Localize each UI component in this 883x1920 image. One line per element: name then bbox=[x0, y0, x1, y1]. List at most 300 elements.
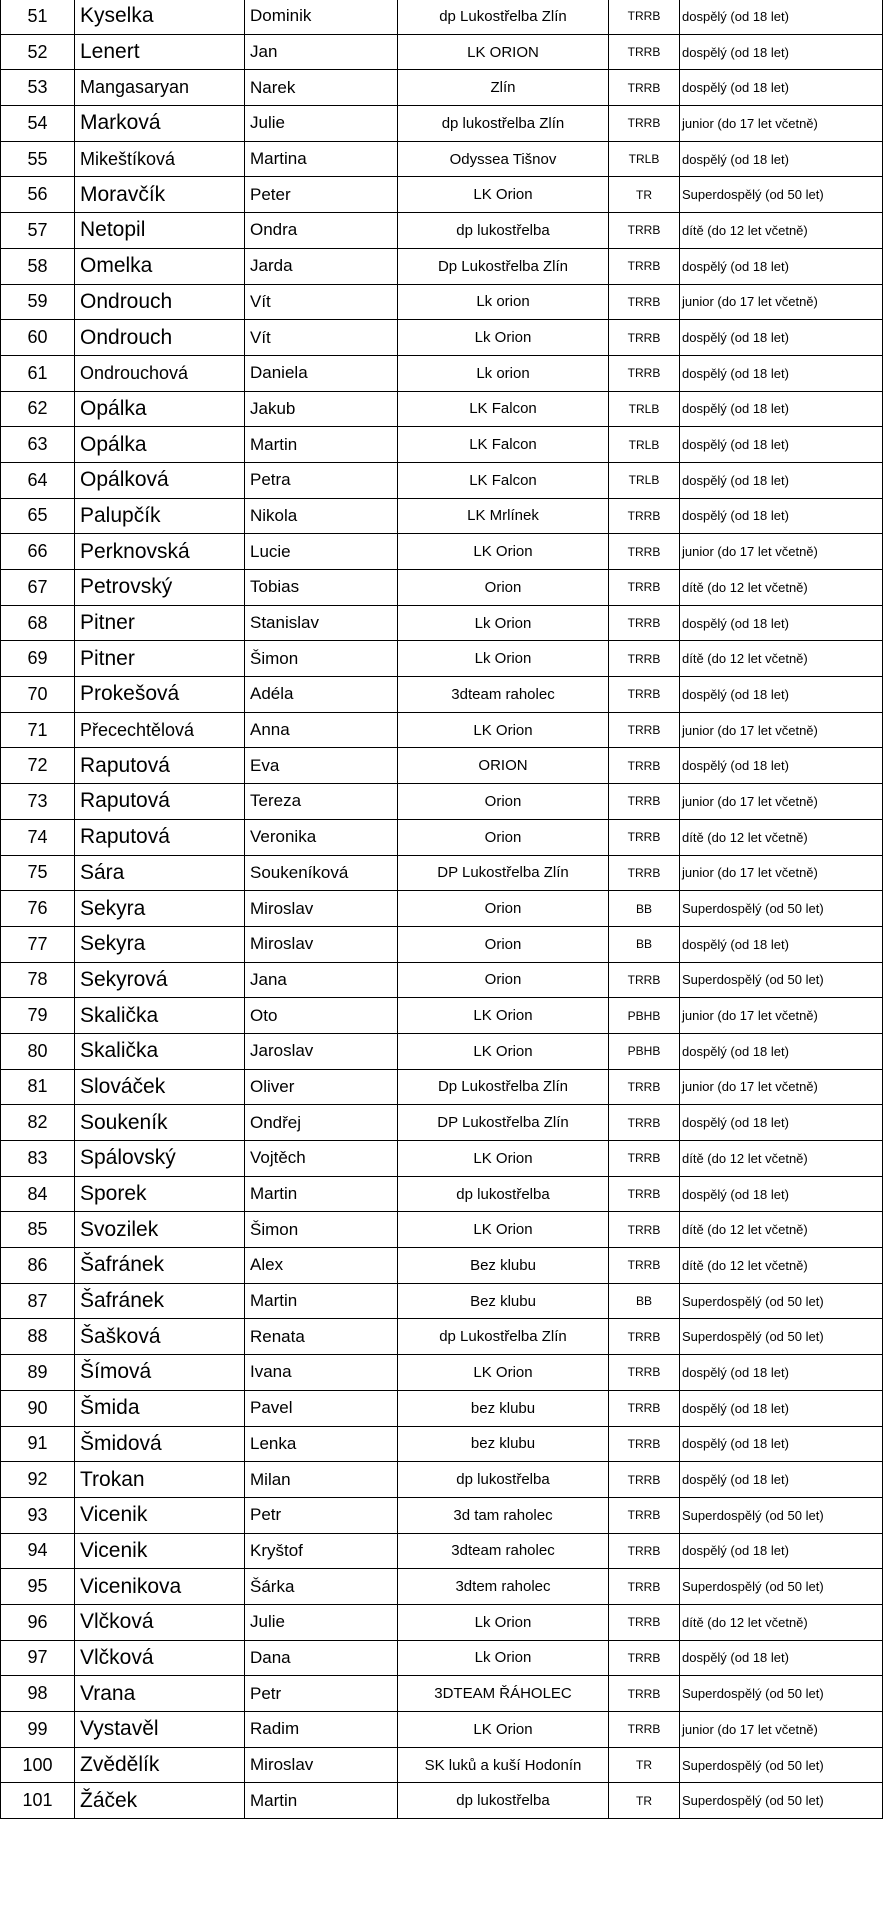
bow-class-cell: TRRB bbox=[609, 1640, 680, 1676]
bow-class-cell: TRRB bbox=[609, 962, 680, 998]
row-number: 84 bbox=[1, 1176, 75, 1212]
surname-cell: Vlčková bbox=[75, 1604, 245, 1640]
table-row bbox=[1, 141, 883, 177]
table-row bbox=[1, 1640, 883, 1676]
row-number: 97 bbox=[1, 1640, 75, 1676]
row-number: 54 bbox=[1, 106, 75, 142]
club-cell: dp lukostřelba bbox=[398, 1462, 609, 1498]
row-number: 56 bbox=[1, 177, 75, 213]
club-cell: LK Orion bbox=[398, 1355, 609, 1391]
table-row bbox=[1, 1355, 883, 1391]
first-name-cell: Dana bbox=[245, 1640, 398, 1676]
club-cell: dp lukostřelba Zlín bbox=[398, 106, 609, 142]
first-name-cell: Ivana bbox=[245, 1355, 398, 1391]
table-row bbox=[1, 248, 883, 284]
bow-class-cell: TRRB bbox=[609, 1426, 680, 1462]
first-name-cell: Renata bbox=[245, 1319, 398, 1355]
club-cell: Lk Orion bbox=[398, 1640, 609, 1676]
bow-class-cell: TRRB bbox=[609, 748, 680, 784]
table-row bbox=[1, 641, 883, 677]
row-number: 83 bbox=[1, 1141, 75, 1177]
first-name-cell: Julie bbox=[245, 106, 398, 142]
surname-cell: Prokešová bbox=[75, 677, 245, 713]
first-name-cell: Martin bbox=[245, 1283, 398, 1319]
club-cell: 3DTEAM ŘÁHOLEC bbox=[398, 1676, 609, 1712]
club-cell: Orion bbox=[398, 819, 609, 855]
age-category-cell: dítě (do 12 let včetně) bbox=[680, 1141, 883, 1177]
age-category-cell: dítě (do 12 let včetně) bbox=[680, 641, 883, 677]
age-category-cell: Superdospělý (od 50 let) bbox=[680, 177, 883, 213]
row-number: 70 bbox=[1, 677, 75, 713]
row-number: 75 bbox=[1, 855, 75, 891]
first-name-cell: Petra bbox=[245, 462, 398, 498]
row-number: 52 bbox=[1, 34, 75, 70]
surname-cell: Mikeštíková bbox=[75, 141, 245, 177]
surname-cell: Ondrouch bbox=[75, 284, 245, 320]
age-category-cell: dospělý (od 18 let) bbox=[680, 320, 883, 356]
first-name-cell: Petr bbox=[245, 1497, 398, 1533]
surname-cell: Soukeník bbox=[75, 1105, 245, 1141]
table-row bbox=[1, 284, 883, 320]
surname-cell: Sára bbox=[75, 855, 245, 891]
first-name-cell: Martin bbox=[245, 427, 398, 463]
surname-cell: Raputová bbox=[75, 819, 245, 855]
table-row bbox=[1, 784, 883, 820]
first-name-cell: Vít bbox=[245, 320, 398, 356]
table-row bbox=[1, 998, 883, 1034]
bow-class-cell: TRRB bbox=[609, 534, 680, 570]
club-cell: Odyssea Tišnov bbox=[398, 141, 609, 177]
bow-class-cell: TRRB bbox=[609, 819, 680, 855]
bow-class-cell: BB bbox=[609, 891, 680, 927]
first-name-cell: Martin bbox=[245, 1783, 398, 1819]
surname-cell: Žáček bbox=[75, 1783, 245, 1819]
age-category-cell: dospělý (od 18 let) bbox=[680, 427, 883, 463]
table-row bbox=[1, 534, 883, 570]
surname-cell: Šmida bbox=[75, 1390, 245, 1426]
row-number: 67 bbox=[1, 570, 75, 606]
bow-class-cell: TRRB bbox=[609, 70, 680, 106]
table-row bbox=[1, 0, 883, 34]
age-category-cell: dítě (do 12 let včetně) bbox=[680, 819, 883, 855]
table-row bbox=[1, 962, 883, 998]
club-cell: LK ORION bbox=[398, 34, 609, 70]
row-number: 89 bbox=[1, 1355, 75, 1391]
club-cell: Lk Orion bbox=[398, 641, 609, 677]
club-cell: LK Orion bbox=[398, 1141, 609, 1177]
row-number: 66 bbox=[1, 534, 75, 570]
age-category-cell: dospělý (od 18 let) bbox=[680, 748, 883, 784]
club-cell: LK Orion bbox=[398, 1712, 609, 1748]
row-number: 65 bbox=[1, 498, 75, 534]
table-body bbox=[1, 0, 883, 1819]
club-cell: 3dteam raholec bbox=[398, 677, 609, 713]
age-category-cell: dospělý (od 18 let) bbox=[680, 34, 883, 70]
age-category-cell: dospělý (od 18 let) bbox=[680, 0, 883, 34]
bow-class-cell: TRRB bbox=[609, 855, 680, 891]
surname-cell: Sekyrová bbox=[75, 962, 245, 998]
row-number: 73 bbox=[1, 784, 75, 820]
surname-cell: Šafránek bbox=[75, 1283, 245, 1319]
club-cell: Lk Orion bbox=[398, 320, 609, 356]
bow-class-cell: TRRB bbox=[609, 712, 680, 748]
row-number: 60 bbox=[1, 320, 75, 356]
first-name-cell: Miroslav bbox=[245, 891, 398, 927]
bow-class-cell: TRRB bbox=[609, 1176, 680, 1212]
bow-class-cell: TRRB bbox=[609, 1676, 680, 1712]
row-number: 64 bbox=[1, 462, 75, 498]
surname-cell: Kyselka bbox=[75, 0, 245, 34]
age-category-cell: dospělý (od 18 let) bbox=[680, 355, 883, 391]
age-category-cell: junior (do 17 let včetně) bbox=[680, 284, 883, 320]
surname-cell: Šafránek bbox=[75, 1248, 245, 1284]
club-cell: Bez klubu bbox=[398, 1248, 609, 1284]
club-cell: Lk Orion bbox=[398, 1604, 609, 1640]
table-row bbox=[1, 926, 883, 962]
bow-class-cell: TRRB bbox=[609, 1497, 680, 1533]
club-cell: Orion bbox=[398, 926, 609, 962]
club-cell: LK Falcon bbox=[398, 427, 609, 463]
first-name-cell: Šimon bbox=[245, 641, 398, 677]
table-row bbox=[1, 1069, 883, 1105]
first-name-cell: Milan bbox=[245, 1462, 398, 1498]
row-number: 79 bbox=[1, 998, 75, 1034]
surname-cell: Petrovský bbox=[75, 570, 245, 606]
bow-class-cell: TRRB bbox=[609, 213, 680, 249]
table-row bbox=[1, 1497, 883, 1533]
row-number: 81 bbox=[1, 1069, 75, 1105]
first-name-cell: Jarda bbox=[245, 248, 398, 284]
surname-cell: Vrana bbox=[75, 1676, 245, 1712]
first-name-cell: Veronika bbox=[245, 819, 398, 855]
table-row bbox=[1, 1319, 883, 1355]
age-category-cell: junior (do 17 let včetně) bbox=[680, 712, 883, 748]
first-name-cell: Dominik bbox=[245, 0, 398, 34]
surname-cell: Svozilek bbox=[75, 1212, 245, 1248]
age-category-cell: dítě (do 12 let včetně) bbox=[680, 1248, 883, 1284]
age-category-cell: junior (do 17 let včetně) bbox=[680, 1712, 883, 1748]
table-row bbox=[1, 891, 883, 927]
row-number: 77 bbox=[1, 926, 75, 962]
table-row bbox=[1, 1569, 883, 1605]
first-name-cell: Jana bbox=[245, 962, 398, 998]
table-row bbox=[1, 106, 883, 142]
surname-cell: Opálka bbox=[75, 391, 245, 427]
row-number: 93 bbox=[1, 1497, 75, 1533]
surname-cell: Zvědělík bbox=[75, 1747, 245, 1783]
bow-class-cell: TRRB bbox=[609, 1533, 680, 1569]
first-name-cell: Šimon bbox=[245, 1212, 398, 1248]
club-cell: LK Orion bbox=[398, 998, 609, 1034]
first-name-cell: Julie bbox=[245, 1604, 398, 1640]
bow-class-cell: TRRB bbox=[609, 1569, 680, 1605]
table-row bbox=[1, 819, 883, 855]
surname-cell: Netopil bbox=[75, 213, 245, 249]
first-name-cell: Tobias bbox=[245, 570, 398, 606]
table-row bbox=[1, 1105, 883, 1141]
surname-cell: Opálka bbox=[75, 427, 245, 463]
bow-class-cell: TRRB bbox=[609, 1390, 680, 1426]
bow-class-cell: TRRB bbox=[609, 284, 680, 320]
age-category-cell: Superdospělý (od 50 let) bbox=[680, 1783, 883, 1819]
first-name-cell: Kryštof bbox=[245, 1533, 398, 1569]
bow-class-cell: BB bbox=[609, 1283, 680, 1319]
table-row bbox=[1, 1283, 883, 1319]
club-cell: LK Orion bbox=[398, 1212, 609, 1248]
row-number: 90 bbox=[1, 1390, 75, 1426]
age-category-cell: junior (do 17 let včetně) bbox=[680, 106, 883, 142]
age-category-cell: dospělý (od 18 let) bbox=[680, 605, 883, 641]
row-number: 69 bbox=[1, 641, 75, 677]
first-name-cell: Oliver bbox=[245, 1069, 398, 1105]
age-category-cell: dospělý (od 18 let) bbox=[680, 1640, 883, 1676]
row-number: 51 bbox=[1, 0, 75, 34]
age-category-cell: dospělý (od 18 let) bbox=[680, 1355, 883, 1391]
row-number: 85 bbox=[1, 1212, 75, 1248]
bow-class-cell: TRRB bbox=[609, 248, 680, 284]
club-cell: dp lukostřelba bbox=[398, 1176, 609, 1212]
bow-class-cell: TRRB bbox=[609, 355, 680, 391]
first-name-cell: Jan bbox=[245, 34, 398, 70]
surname-cell: Ondrouch bbox=[75, 320, 245, 356]
row-number: 53 bbox=[1, 70, 75, 106]
club-cell: ORION bbox=[398, 748, 609, 784]
row-number: 87 bbox=[1, 1283, 75, 1319]
club-cell: Orion bbox=[398, 962, 609, 998]
surname-cell: Skalička bbox=[75, 998, 245, 1034]
row-number: 57 bbox=[1, 213, 75, 249]
row-number: 82 bbox=[1, 1105, 75, 1141]
first-name-cell: Petr bbox=[245, 1676, 398, 1712]
table-row bbox=[1, 70, 883, 106]
age-category-cell: Superdospělý (od 50 let) bbox=[680, 1283, 883, 1319]
bow-class-cell: TRRB bbox=[609, 0, 680, 34]
table-row bbox=[1, 1426, 883, 1462]
club-cell: DP Lukostřelba Zlín bbox=[398, 855, 609, 891]
first-name-cell: Anna bbox=[245, 712, 398, 748]
surname-cell: Vicenikova bbox=[75, 1569, 245, 1605]
bow-class-cell: PBHB bbox=[609, 998, 680, 1034]
row-number: 59 bbox=[1, 284, 75, 320]
bow-class-cell: TRRB bbox=[609, 1355, 680, 1391]
bow-class-cell: TRRB bbox=[609, 1712, 680, 1748]
club-cell: LK Orion bbox=[398, 712, 609, 748]
bow-class-cell: TRLB bbox=[609, 391, 680, 427]
table-row bbox=[1, 1176, 883, 1212]
first-name-cell: Alex bbox=[245, 1248, 398, 1284]
first-name-cell: Narek bbox=[245, 70, 398, 106]
age-category-cell: dospělý (od 18 let) bbox=[680, 141, 883, 177]
row-number: 58 bbox=[1, 248, 75, 284]
table-row bbox=[1, 462, 883, 498]
table-row bbox=[1, 355, 883, 391]
first-name-cell: Soukeníková bbox=[245, 855, 398, 891]
club-cell: DP Lukostřelba Zlín bbox=[398, 1105, 609, 1141]
first-name-cell: Martina bbox=[245, 141, 398, 177]
table-row bbox=[1, 677, 883, 713]
first-name-cell: Jaroslav bbox=[245, 1033, 398, 1069]
first-name-cell: Eva bbox=[245, 748, 398, 784]
row-number: 74 bbox=[1, 819, 75, 855]
table-row bbox=[1, 1033, 883, 1069]
club-cell: LK Falcon bbox=[398, 462, 609, 498]
surname-cell: Omelka bbox=[75, 248, 245, 284]
row-number: 76 bbox=[1, 891, 75, 927]
age-category-cell: junior (do 17 let včetně) bbox=[680, 784, 883, 820]
bow-class-cell: TRRB bbox=[609, 605, 680, 641]
surname-cell: Trokan bbox=[75, 1462, 245, 1498]
row-number: 55 bbox=[1, 141, 75, 177]
age-category-cell: Superdospělý (od 50 let) bbox=[680, 1747, 883, 1783]
club-cell: 3dtem raholec bbox=[398, 1569, 609, 1605]
club-cell: LK Orion bbox=[398, 534, 609, 570]
age-category-cell: dospělý (od 18 let) bbox=[680, 1390, 883, 1426]
surname-cell: Vicenik bbox=[75, 1497, 245, 1533]
club-cell: Zlín bbox=[398, 70, 609, 106]
club-cell: Lk orion bbox=[398, 355, 609, 391]
age-category-cell: junior (do 17 let včetně) bbox=[680, 855, 883, 891]
age-category-cell: dospělý (od 18 let) bbox=[680, 248, 883, 284]
surname-cell: Sekyra bbox=[75, 891, 245, 927]
surname-cell: Ondrouchová bbox=[75, 355, 245, 391]
bow-class-cell: BB bbox=[609, 926, 680, 962]
surname-cell: Vystavěl bbox=[75, 1712, 245, 1748]
age-category-cell: Superdospělý (od 50 let) bbox=[680, 1569, 883, 1605]
table-row bbox=[1, 213, 883, 249]
row-number: 98 bbox=[1, 1676, 75, 1712]
bow-class-cell: TRRB bbox=[609, 1212, 680, 1248]
club-cell: dp lukostřelba bbox=[398, 213, 609, 249]
club-cell: Orion bbox=[398, 784, 609, 820]
age-category-cell: dítě (do 12 let včetně) bbox=[680, 1212, 883, 1248]
row-number: 100 bbox=[1, 1747, 75, 1783]
age-category-cell: dospělý (od 18 let) bbox=[680, 462, 883, 498]
bow-class-cell: TRRB bbox=[609, 1462, 680, 1498]
club-cell: LK Orion bbox=[398, 177, 609, 213]
bow-class-cell: TR bbox=[609, 1747, 680, 1783]
club-cell: dp Lukostřelba Zlín bbox=[398, 0, 609, 34]
first-name-cell: Miroslav bbox=[245, 1747, 398, 1783]
first-name-cell: Martin bbox=[245, 1176, 398, 1212]
club-cell: dp Lukostřelba Zlín bbox=[398, 1319, 609, 1355]
table-row bbox=[1, 712, 883, 748]
club-cell: 3d tam raholec bbox=[398, 1497, 609, 1533]
first-name-cell: Ondra bbox=[245, 213, 398, 249]
row-number: 96 bbox=[1, 1604, 75, 1640]
club-cell: dp lukostřelba bbox=[398, 1783, 609, 1819]
table-row bbox=[1, 605, 883, 641]
surname-cell: Perknovská bbox=[75, 534, 245, 570]
table-row bbox=[1, 855, 883, 891]
bow-class-cell: TRRB bbox=[609, 641, 680, 677]
bow-class-cell: TRRB bbox=[609, 1105, 680, 1141]
club-cell: Orion bbox=[398, 891, 609, 927]
bow-class-cell: TRRB bbox=[609, 1604, 680, 1640]
row-number: 101 bbox=[1, 1783, 75, 1819]
table-row bbox=[1, 1747, 883, 1783]
surname-cell: Skalička bbox=[75, 1033, 245, 1069]
row-number: 71 bbox=[1, 712, 75, 748]
table-row bbox=[1, 1212, 883, 1248]
surname-cell: Vicenik bbox=[75, 1533, 245, 1569]
row-number: 99 bbox=[1, 1712, 75, 1748]
row-number: 91 bbox=[1, 1426, 75, 1462]
club-cell: Lk orion bbox=[398, 284, 609, 320]
surname-cell: Mangasaryan bbox=[75, 70, 245, 106]
club-cell: bez klubu bbox=[398, 1390, 609, 1426]
club-cell: Lk Orion bbox=[398, 605, 609, 641]
table-row bbox=[1, 1783, 883, 1819]
table-row bbox=[1, 1676, 883, 1712]
club-cell: Bez klubu bbox=[398, 1283, 609, 1319]
bow-class-cell: PBHB bbox=[609, 1033, 680, 1069]
club-cell: SK luků a kuší Hodonín bbox=[398, 1747, 609, 1783]
age-category-cell: junior (do 17 let včetně) bbox=[680, 998, 883, 1034]
row-number: 68 bbox=[1, 605, 75, 641]
first-name-cell: Lenka bbox=[245, 1426, 398, 1462]
table-row bbox=[1, 177, 883, 213]
surname-cell: Pitner bbox=[75, 641, 245, 677]
bow-class-cell: TRRB bbox=[609, 1319, 680, 1355]
table-row bbox=[1, 34, 883, 70]
first-name-cell: Miroslav bbox=[245, 926, 398, 962]
row-number: 78 bbox=[1, 962, 75, 998]
row-number: 62 bbox=[1, 391, 75, 427]
club-cell: Orion bbox=[398, 570, 609, 606]
surname-cell: Marková bbox=[75, 106, 245, 142]
bow-class-cell: TRRB bbox=[609, 677, 680, 713]
club-cell: Dp Lukostřelba Zlín bbox=[398, 248, 609, 284]
age-category-cell: dospělý (od 18 let) bbox=[680, 926, 883, 962]
surname-cell: Raputová bbox=[75, 784, 245, 820]
row-number: 88 bbox=[1, 1319, 75, 1355]
bow-class-cell: TRRB bbox=[609, 34, 680, 70]
age-category-cell: dítě (do 12 let včetně) bbox=[680, 1604, 883, 1640]
surname-cell: Opálková bbox=[75, 462, 245, 498]
age-category-cell: dospělý (od 18 let) bbox=[680, 1533, 883, 1569]
surname-cell: Šašková bbox=[75, 1319, 245, 1355]
table-row bbox=[1, 498, 883, 534]
club-cell: bez klubu bbox=[398, 1426, 609, 1462]
table-row bbox=[1, 748, 883, 784]
bow-class-cell: TRLB bbox=[609, 427, 680, 463]
row-number: 80 bbox=[1, 1033, 75, 1069]
surname-cell: Vlčková bbox=[75, 1640, 245, 1676]
row-number: 61 bbox=[1, 355, 75, 391]
club-cell: LK Orion bbox=[398, 1033, 609, 1069]
age-category-cell: dospělý (od 18 let) bbox=[680, 1176, 883, 1212]
first-name-cell: Lucie bbox=[245, 534, 398, 570]
club-cell: LK Mrlínek bbox=[398, 498, 609, 534]
table-row bbox=[1, 1248, 883, 1284]
bow-class-cell: TRRB bbox=[609, 1069, 680, 1105]
table-row bbox=[1, 427, 883, 463]
age-category-cell: Superdospělý (od 50 let) bbox=[680, 962, 883, 998]
age-category-cell: dospělý (od 18 let) bbox=[680, 498, 883, 534]
table-row bbox=[1, 391, 883, 427]
bow-class-cell: TR bbox=[609, 177, 680, 213]
age-category-cell: dítě (do 12 let včetně) bbox=[680, 570, 883, 606]
bow-class-cell: TRRB bbox=[609, 320, 680, 356]
first-name-cell: Pavel bbox=[245, 1390, 398, 1426]
first-name-cell: Vojtěch bbox=[245, 1141, 398, 1177]
bow-class-cell: TR bbox=[609, 1783, 680, 1819]
table-row bbox=[1, 1604, 883, 1640]
surname-cell: Slováček bbox=[75, 1069, 245, 1105]
first-name-cell: Ondřej bbox=[245, 1105, 398, 1141]
row-number: 72 bbox=[1, 748, 75, 784]
age-category-cell: Superdospělý (od 50 let) bbox=[680, 1676, 883, 1712]
